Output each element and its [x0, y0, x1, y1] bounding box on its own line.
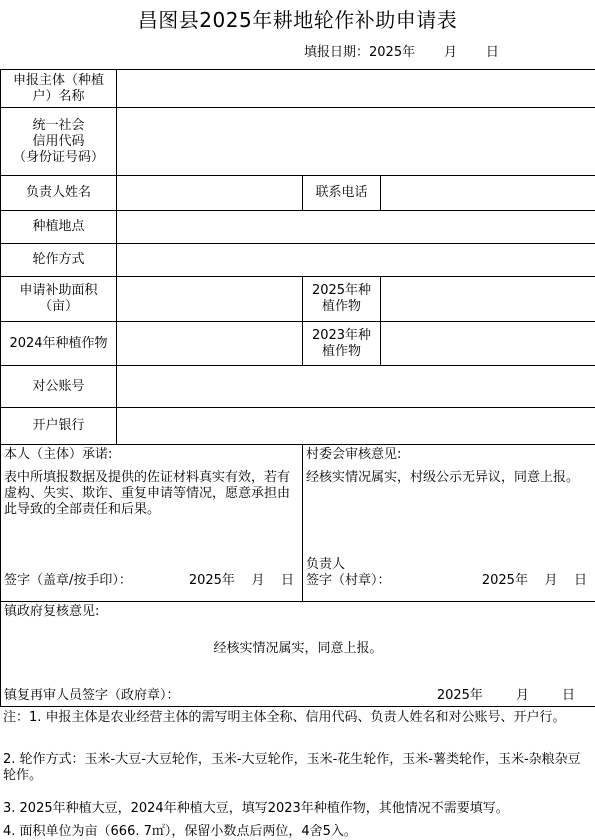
credit-code-label: 统一社会 信用代码 （身份证号码） — [1, 108, 117, 176]
fill-date: 填报日期：2025年 月 日 — [304, 45, 499, 60]
phone-label: 联系电话 — [303, 176, 381, 211]
town-title: 镇政府复核意见: — [4, 604, 100, 619]
location-label: 种植地点 — [1, 211, 117, 244]
rotation-label: 轮作方式 — [1, 244, 117, 277]
crop2023-field[interactable] — [381, 322, 595, 366]
applicant-field[interactable] — [117, 70, 595, 108]
village-body: 经核实情况属实，村级公示无异议，同意上报。 — [306, 470, 580, 485]
applicant-label: 申报主体（种植户）名称 — [1, 70, 117, 108]
form-title: 昌图县2025年耕地轮作补助申请表 — [137, 8, 458, 32]
crop2024-label: 2024年种植作物 — [1, 322, 117, 366]
pledge-date: 2025年 月 日 — [188, 573, 294, 588]
town-section — [1, 602, 595, 707]
account-label: 对公账号 — [1, 366, 117, 408]
pledge-body: 表中所填报数据及提供的佐证材料真实有效，若有虚构、失实、欺诈、重复申请等情况，愿意承担由此导致的全部责任和后果。 — [4, 470, 291, 517]
pledge-title: 本人（主体）承诺: — [4, 447, 113, 462]
note-3: 3. 2025年种植大豆，2024年种植大豆，填写2023年种植作物，其他情况不需要填写。 — [3, 801, 509, 816]
note-4: 4. 面积单位为亩（666. 7㎡），保留小数点后两位，4舍5入。 — [3, 824, 357, 839]
town-date: 2025年 月 日 — [436, 688, 576, 703]
town-body: 经核实情况属实，同意上报。 — [213, 641, 383, 656]
village-signature[interactable]: 负责人 签字（村章）： — [306, 557, 391, 588]
account-field[interactable] — [117, 366, 595, 408]
responsible-label: 负责人姓名 — [1, 176, 117, 211]
note-2: 2. 轮作方式：玉米-大豆-大豆轮作，玉米-大豆轮作，玉米-花生轮作，玉米-薯类轮作，玉米-杂粮杂豆轮作。 — [3, 752, 581, 783]
crop2024-field[interactable] — [117, 322, 303, 366]
area-label: 申请补助面积（亩） — [1, 277, 117, 322]
crop2023-label: 2023年种植作物 — [303, 322, 381, 366]
note-1: 注：1. 申报主体是农业经营主体的需写明主体全称、信用代码、负责人姓名和对公账号、开户行。 — [3, 710, 566, 725]
pledge-section — [1, 445, 303, 602]
location-field[interactable] — [117, 211, 595, 244]
phone-field[interactable] — [381, 176, 595, 211]
area-field[interactable] — [117, 277, 303, 322]
crop2025-field[interactable] — [381, 277, 595, 322]
town-signature[interactable]: 镇复再审人员签字（政府章）： — [4, 688, 180, 703]
responsible-field[interactable] — [117, 176, 303, 211]
crop2025-label: 2025年种植作物 — [303, 277, 381, 322]
pledge-signature[interactable]: 签字（盖章/按手印）： — [4, 573, 132, 588]
village-title: 村委会审核意见: — [306, 447, 402, 462]
bank-field[interactable] — [117, 408, 595, 445]
village-date: 2025年 月 日 — [481, 573, 588, 588]
village-section — [303, 445, 595, 602]
rotation-field[interactable] — [117, 244, 595, 277]
application-form — [0, 69, 595, 707]
bank-label: 开户银行 — [1, 408, 117, 445]
credit-code-field[interactable] — [117, 108, 595, 176]
